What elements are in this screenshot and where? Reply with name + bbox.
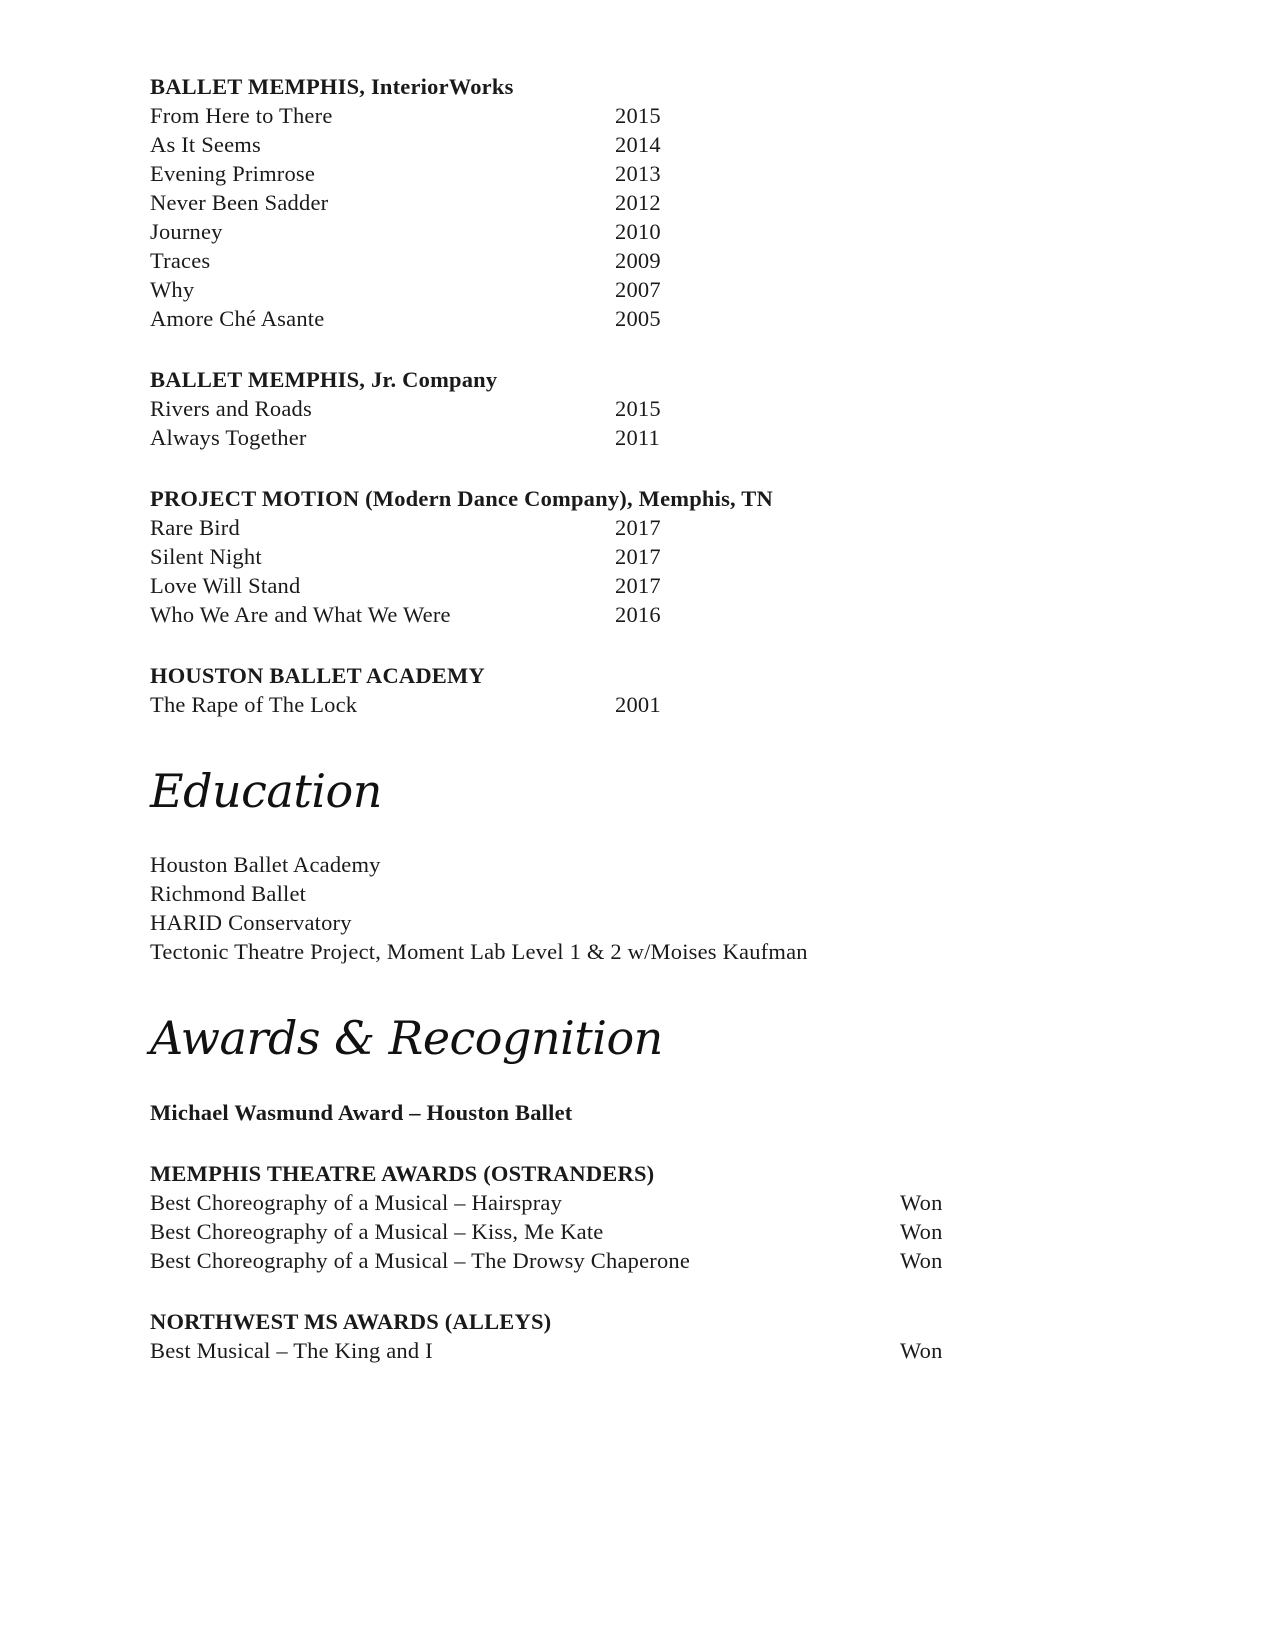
work-row <box>150 513 1150 542</box>
award-title: Best Musical – The King and I <box>150 1338 433 1363</box>
section-project-motion <box>150 484 1150 629</box>
award-title: Best Choreography of a Musical – Hairspray <box>150 1190 563 1215</box>
spacer <box>150 1066 1150 1098</box>
work-year: 2017 <box>615 515 661 540</box>
work-year: 2017 <box>615 544 661 569</box>
work-row <box>150 690 1150 719</box>
education-title: Education <box>150 764 382 818</box>
spacer <box>150 1275 1150 1307</box>
work-title: The Rape of The Lock <box>150 692 358 717</box>
work-year: 2015 <box>615 396 661 421</box>
award-row <box>150 1246 1150 1275</box>
work-row <box>150 275 1150 304</box>
work-year: 2007 <box>615 277 661 302</box>
work-year: 2010 <box>615 219 661 244</box>
spacer <box>150 719 1150 763</box>
education-item: HARID Conservatory <box>150 910 352 935</box>
work-row <box>150 394 1150 423</box>
work-title: Evening Primrose <box>150 161 316 186</box>
award-standalone: Michael Wasmund Award – Houston Ballet <box>150 1100 573 1125</box>
awards-section <box>150 1010 1150 1365</box>
award-result: Won <box>900 1338 943 1363</box>
award-title: Best Choreography of a Musical – Kiss, Me Kate <box>150 1219 604 1244</box>
work-year: 2011 <box>615 425 660 450</box>
award-group-heading: MEMPHIS THEATRE AWARDS (OSTRANDERS) <box>150 1161 655 1186</box>
section-ballet-memphis-interiorworks <box>150 72 1150 333</box>
spacer <box>150 452 1150 484</box>
work-year: 2012 <box>615 190 661 215</box>
education-item: Richmond Ballet <box>150 881 307 906</box>
work-title: Why <box>150 277 195 302</box>
spacer <box>150 966 1150 1010</box>
work-year: 2017 <box>615 573 661 598</box>
spacer <box>150 629 1150 661</box>
work-row <box>150 130 1150 159</box>
spacer <box>150 819 1150 850</box>
section-ballet-memphis-jr-company <box>150 365 1150 452</box>
section-heading: HOUSTON BALLET ACADEMY <box>150 663 485 688</box>
work-year: 2005 <box>615 306 661 331</box>
work-year: 2015 <box>615 103 661 128</box>
work-title: Who We Are and What We Were <box>150 602 451 627</box>
work-row <box>150 542 1150 571</box>
work-row <box>150 600 1150 629</box>
education-item: Houston Ballet Academy <box>150 852 381 877</box>
education-item: Tectonic Theatre Project, Moment Lab Level 1 & 2 w/Moises Kaufman <box>150 939 808 964</box>
work-row <box>150 246 1150 275</box>
work-title: From Here to There <box>150 103 333 128</box>
award-result: Won <box>900 1190 943 1215</box>
work-row <box>150 101 1150 130</box>
award-title: Best Choreography of a Musical – The Drowsy Chaperone <box>150 1248 691 1273</box>
work-row <box>150 304 1150 333</box>
work-title: Never Been Sadder <box>150 190 329 215</box>
work-title: As It Seems <box>150 132 261 157</box>
work-title: Always Together <box>150 425 307 450</box>
education-section <box>150 763 1150 966</box>
work-title: Traces <box>150 248 211 273</box>
work-year: 2013 <box>615 161 661 186</box>
award-group-heading: NORTHWEST MS AWARDS (ALLEYS) <box>150 1309 552 1334</box>
section-heading: BALLET MEMPHIS, InteriorWorks <box>150 74 514 99</box>
work-title: Love Will Stand <box>150 573 301 598</box>
section-houston-ballet-academy <box>150 661 1150 719</box>
award-result: Won <box>900 1248 943 1273</box>
award-row <box>150 1188 1150 1217</box>
work-title: Rare Bird <box>150 515 240 540</box>
work-row <box>150 423 1150 452</box>
work-title: Silent Night <box>150 544 262 569</box>
spacer <box>150 333 1150 365</box>
awards-title: Awards & Recognition <box>150 1011 663 1065</box>
award-row <box>150 1336 1150 1365</box>
section-heading: BALLET MEMPHIS, Jr. Company <box>150 367 498 392</box>
work-row <box>150 571 1150 600</box>
resume-page <box>150 72 1150 1365</box>
work-year: 2001 <box>615 692 661 717</box>
work-title: Amore Ché Asante <box>150 306 325 331</box>
award-row <box>150 1217 1150 1246</box>
spacer <box>150 1127 1150 1159</box>
work-year: 2014 <box>615 132 661 157</box>
section-heading: PROJECT MOTION (Modern Dance Company), Memphis, TN <box>150 486 773 511</box>
work-year: 2016 <box>615 602 661 627</box>
work-title: Rivers and Roads <box>150 396 312 421</box>
award-result: Won <box>900 1219 943 1244</box>
work-row <box>150 188 1150 217</box>
work-row <box>150 159 1150 188</box>
work-title: Journey <box>150 219 223 244</box>
work-row <box>150 217 1150 246</box>
work-year: 2009 <box>615 248 661 273</box>
